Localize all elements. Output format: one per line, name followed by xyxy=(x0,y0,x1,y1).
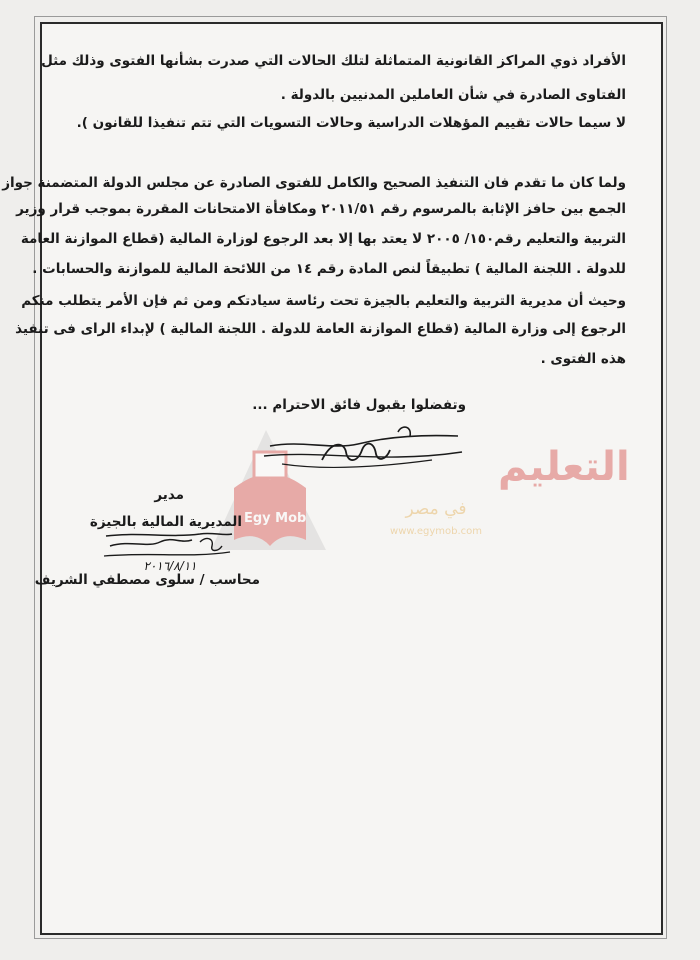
accountant-name: محاسب / سلوى مصطفي الشريف xyxy=(34,572,260,588)
signatory-department: المديرية المالية بالجيزة xyxy=(89,514,242,530)
handwritten-date: ٢٠١٦/٨/١١ xyxy=(143,559,197,573)
manager-signature xyxy=(262,420,472,490)
text-line: الرجوع إلى وزارة المالية (قطاع الموازنة العامة للدولة . اللجنة المالية ) لإبداء الراى فى تنفيذ xyxy=(15,321,626,337)
watermark-tagline: في مصر xyxy=(405,499,467,519)
closing-line: وتفضلوا بقبول فائق الاحترام ... xyxy=(252,397,466,413)
text-line: للدولة . اللجنة المالية ) تطبيقاً لنص المادة رقم ١٤ من اللائحة المالية للموازنة والحسابات . xyxy=(32,261,626,277)
text-line: التربية والتعليم رقم١٥٠/ ٢٠٠٥ لا يعتد بها إلا بعد الرجوع لوزارة المالية (قطاع الموازنة العامة xyxy=(20,231,626,247)
text-line: هذه الفتوى . xyxy=(540,351,626,367)
watermark-brand-latin: Egy Mob xyxy=(244,511,307,526)
watermark-brand-arabic: التعليم xyxy=(498,444,630,490)
accountant-signature xyxy=(100,528,240,572)
text-line: الفتاوى الصادرة في شأن العاملين المدنيين بالدولة . xyxy=(280,87,626,103)
text-line: لا سيما حالات تقييم المؤهلات الدراسية وحالات التسويات التي تتم تنفيذا للقانون ). xyxy=(76,115,626,131)
text-line: الجمع بين حافز الإثابة بالمرسوم رقم ٢٠١١/٥١ ومكافأة الامتحانات المقررة بموجب قرار وزير xyxy=(16,201,626,217)
signatory-title: مدير xyxy=(154,487,184,503)
text-line: الأفراد ذوي المراكز القانونية المتماثلة لتلك الحالات التي صدرت بشأنها الفتوى وذلك مثل xyxy=(41,53,626,69)
text-line: ولما كان ما تقدم فان التنفيذ الصحيح والكامل للفتوى الصادرة عن مجلس الدولة المتضمنة جواز xyxy=(2,175,626,191)
text-line: وحيث أن مديرية التربية والتعليم بالجيزة تحت رئاسة سيادتكم ومن ثم فإن الأمر يتطلب منكم xyxy=(21,293,626,309)
watermark-url: www.egymob.com xyxy=(390,526,482,537)
